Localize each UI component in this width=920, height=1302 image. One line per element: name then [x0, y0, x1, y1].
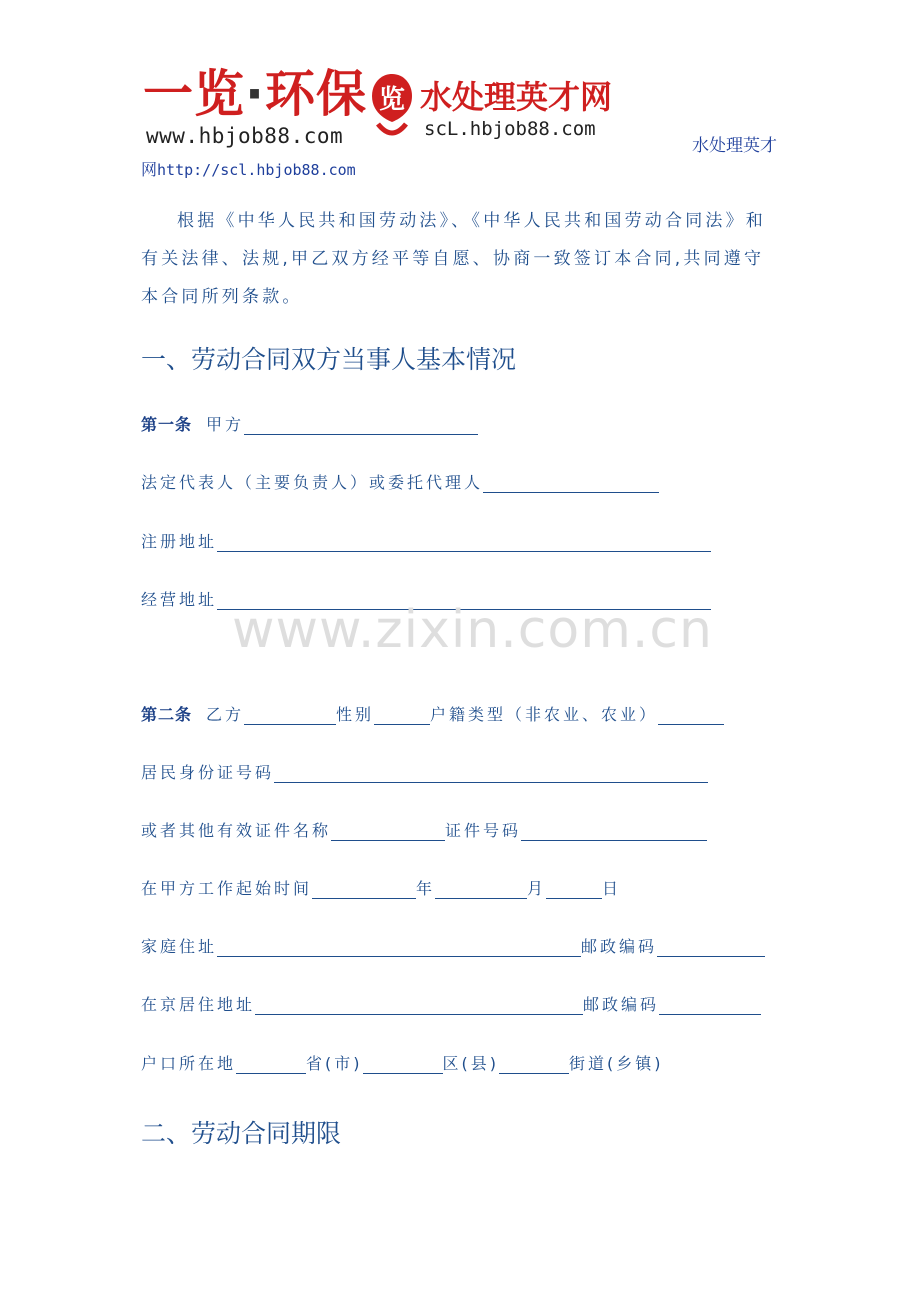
logo-part2: 环保	[265, 65, 367, 123]
id-row	[141, 760, 708, 783]
field-label: 性别	[336, 705, 375, 724]
field-label: 邮政编码	[583, 995, 660, 1014]
start-time-row	[141, 876, 621, 899]
cert-row	[141, 818, 707, 841]
bj-postcode-blank[interactable]	[659, 996, 761, 1015]
field-label: 年	[416, 879, 436, 898]
field-label: 经营地址	[141, 590, 218, 609]
party-a-blank[interactable]	[244, 416, 478, 435]
field-label: 证件号码	[445, 821, 522, 840]
field-label: 居民身份证号码	[141, 763, 275, 782]
field-label: 日	[602, 879, 622, 898]
start-month-blank[interactable]	[435, 880, 527, 899]
section-title-1: 一、劳动合同双方当事人基本情况	[141, 345, 517, 374]
logo-dot: ·	[245, 65, 265, 123]
header-link[interactable]: 水处理英才	[692, 136, 777, 156]
watermark: www.zixin.com.cn	[232, 600, 713, 660]
field-label: 注册地址	[141, 532, 218, 551]
legal-rep-blank[interactable]	[483, 474, 659, 493]
legal-rep-row	[141, 470, 659, 493]
logo-url: www.hbjob88.com	[146, 124, 344, 148]
section-title-2: 二、劳动合同期限	[141, 1119, 342, 1148]
field-label: 街道(乡镇)	[569, 1054, 664, 1073]
logo-part1: 一览	[143, 65, 245, 123]
site-url[interactable]: http://scl.hbjob88.com	[157, 161, 356, 179]
party-b-blank[interactable]	[244, 706, 336, 725]
reg-addr-blank[interactable]	[217, 533, 711, 552]
logo-badge-icon	[370, 72, 414, 144]
start-year-blank[interactable]	[312, 880, 416, 899]
cert-no-blank[interactable]	[521, 822, 707, 841]
district-blank[interactable]	[363, 1055, 443, 1074]
field-label: 区(县)	[442, 1054, 500, 1073]
bj-addr-row	[141, 992, 761, 1015]
field-label: 在甲方工作起始时间	[141, 879, 313, 898]
field-label: 月	[527, 879, 547, 898]
street-blank[interactable]	[499, 1055, 569, 1074]
logo-sub-url: scL.hbjob88.com	[424, 118, 596, 140]
site-line[interactable]	[141, 157, 356, 180]
home-postcode-blank[interactable]	[657, 938, 765, 957]
article-label: 第一条	[141, 415, 193, 434]
field-label: 户口所在地	[141, 1054, 237, 1073]
field-label: 户籍类型（非农业、农业）	[430, 705, 659, 724]
field-label: 家庭住址	[141, 937, 218, 956]
bj-addr-blank[interactable]	[255, 996, 583, 1015]
logo-badge-char: 览	[378, 85, 406, 115]
article-label: 第二条	[141, 705, 193, 724]
field-label: 甲方	[206, 415, 245, 434]
home-addr-row	[141, 934, 765, 957]
start-day-blank[interactable]	[546, 880, 602, 899]
intro-paragraph: 根据《中华人民共和国劳动法》、《中华人民共和国劳动合同法》和有关法律、法规,甲乙双方经平等自愿、协商一致签订本合同,共同遵守本合同所列条款。	[141, 211, 766, 307]
hukou-type-blank[interactable]	[658, 706, 724, 725]
field-label: 乙方	[206, 705, 245, 724]
site-prefix: 网	[141, 160, 158, 179]
cert-name-blank[interactable]	[331, 822, 445, 841]
logo-subtitle: 水处理英才网	[420, 78, 613, 116]
field-label: 法定代表人（主要负责人）或委托代理人	[141, 473, 484, 492]
gender-blank[interactable]	[374, 706, 430, 725]
article-1-row	[141, 412, 478, 435]
home-addr-blank[interactable]	[217, 938, 581, 957]
hukou-loc-row	[141, 1051, 664, 1074]
field-label: 省(市)	[306, 1054, 363, 1073]
field-label: 或者其他有效证件名称	[141, 821, 332, 840]
reg-addr-row	[141, 529, 711, 552]
field-label: 在京居住地址	[141, 995, 256, 1014]
logo-main	[143, 66, 367, 122]
field-label: 邮政编码	[581, 937, 658, 956]
article-2-row	[141, 702, 724, 725]
province-blank[interactable]	[236, 1055, 306, 1074]
id-no-blank[interactable]	[274, 764, 708, 783]
